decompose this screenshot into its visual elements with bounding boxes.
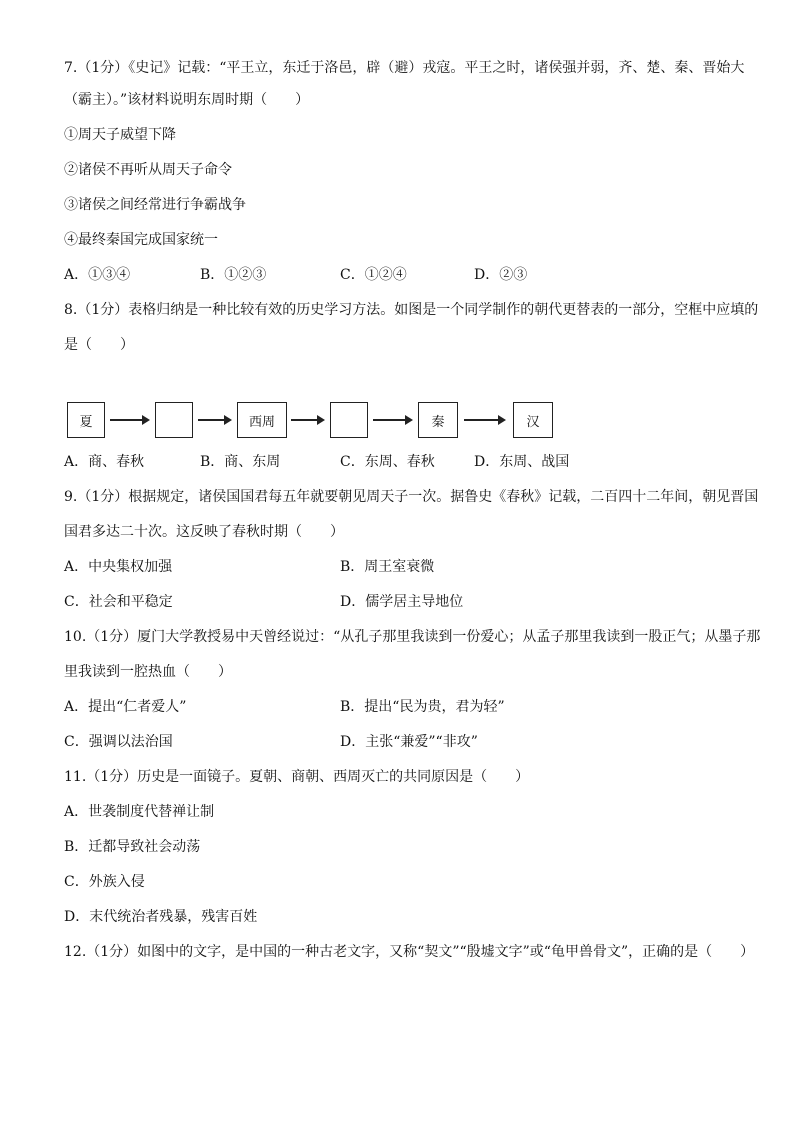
q10-stem-line2: 里我读到一腔热血（ ）	[64, 664, 232, 680]
q9-stem-line1: 9.（1分）根据规定，诸侯国国君每五年就要朝见周天子一次。据鲁史《春秋》记载，二百四十二年间，朝见晋国	[64, 489, 759, 505]
q11-option-b[interactable]: B．迁都导致社会动荡	[64, 839, 201, 855]
q7-option-d[interactable]: D．②③	[474, 267, 528, 283]
dynasty-box-qin: 秦	[418, 402, 458, 438]
q7-statement-1: ①周天子威望下降	[64, 127, 176, 143]
q10-option-c[interactable]: C．强调以法治国	[64, 734, 173, 750]
q9-option-d[interactable]: D．儒学居主导地位	[340, 594, 464, 610]
dynasty-box-blank-2	[330, 402, 368, 438]
q7-option-b[interactable]: B．①②③	[200, 267, 267, 283]
arrow-right-icon	[110, 419, 148, 421]
arrow-right-icon	[198, 419, 230, 421]
dynasty-box-western-zhou: 西周	[237, 402, 287, 438]
q10-option-d[interactable]: D．主张“兼爱”“非攻”	[340, 734, 478, 750]
q10-option-b[interactable]: B．提出“民为贵，君为轻”	[340, 699, 505, 715]
q10-option-a[interactable]: A．提出“仁者爱人”	[64, 699, 187, 715]
q12-stem-line1: 12.（1分）如图中的文字，是中国的一种古老文字，又称“契文”“殷墟文字”或“龟甲兽骨文”，正确的是（ ）	[64, 944, 755, 960]
q7-stem-line2: （霸主）。”该材料说明东周时期（ ）	[64, 92, 310, 108]
q7-option-a[interactable]: A．①③④	[64, 267, 131, 283]
dynasty-box-han: 汉	[513, 402, 553, 438]
q9-option-c[interactable]: C．社会和平稳定	[64, 594, 173, 610]
q11-option-a[interactable]: A．世袭制度代替禅让制	[64, 804, 215, 820]
q8-stem-line2: 是（ ）	[64, 337, 134, 353]
q7-stem-line1: 7.（1分）《史记》记载：“平王立，东迁于洛邑，辟（避）戎寇。平王之时，诸侯强并弱，齐、楚、秦、晋始大	[64, 60, 745, 76]
arrow-right-icon	[291, 419, 323, 421]
q10-stem-line1: 10.（1分）厦门大学教授易中天曾经说过：“从孔子那里我读到一份爱心；从孟子那里我读到一股正气；从墨子那	[64, 629, 761, 645]
q11-option-c[interactable]: C．外族入侵	[64, 874, 145, 890]
q8-option-d[interactable]: D．东周、战国	[474, 454, 570, 470]
q9-stem-line2: 国君多达二十次。这反映了春秋时期（ ）	[64, 524, 344, 540]
q7-option-c[interactable]: C．①②④	[340, 267, 407, 283]
q11-option-d[interactable]: D．末代统治者残暴，残害百姓	[64, 909, 258, 925]
dynasty-box-xia: 夏	[67, 402, 105, 438]
q7-statement-3: ③诸侯之间经常进行争霸战争	[64, 197, 246, 213]
arrow-right-icon	[373, 419, 411, 421]
q9-option-b[interactable]: B．周王室衰微	[340, 559, 435, 575]
q8-stem-line1: 8.（1分）表格归纳是一种比较有效的历史学习方法。如图是一个同学制作的朝代更替表的一部分，空框中应填的	[64, 302, 759, 318]
q7-statement-2: ②诸侯不再听从周天子命令	[64, 162, 232, 178]
q9-option-a[interactable]: A．中央集权加强	[64, 559, 173, 575]
arrow-right-icon	[464, 419, 504, 421]
q7-statement-4: ④最终秦国完成国家统一	[64, 232, 218, 248]
dynasty-box-blank-1	[155, 402, 193, 438]
q8-option-b[interactable]: B．商、东周	[200, 454, 281, 470]
q8-option-a[interactable]: A．商、春秋	[64, 454, 145, 470]
q11-stem-line1: 11.（1分）历史是一面镜子。夏朝、商朝、西周灭亡的共同原因是（ ）	[64, 769, 530, 785]
q8-option-c[interactable]: C．东周、春秋	[340, 454, 435, 470]
